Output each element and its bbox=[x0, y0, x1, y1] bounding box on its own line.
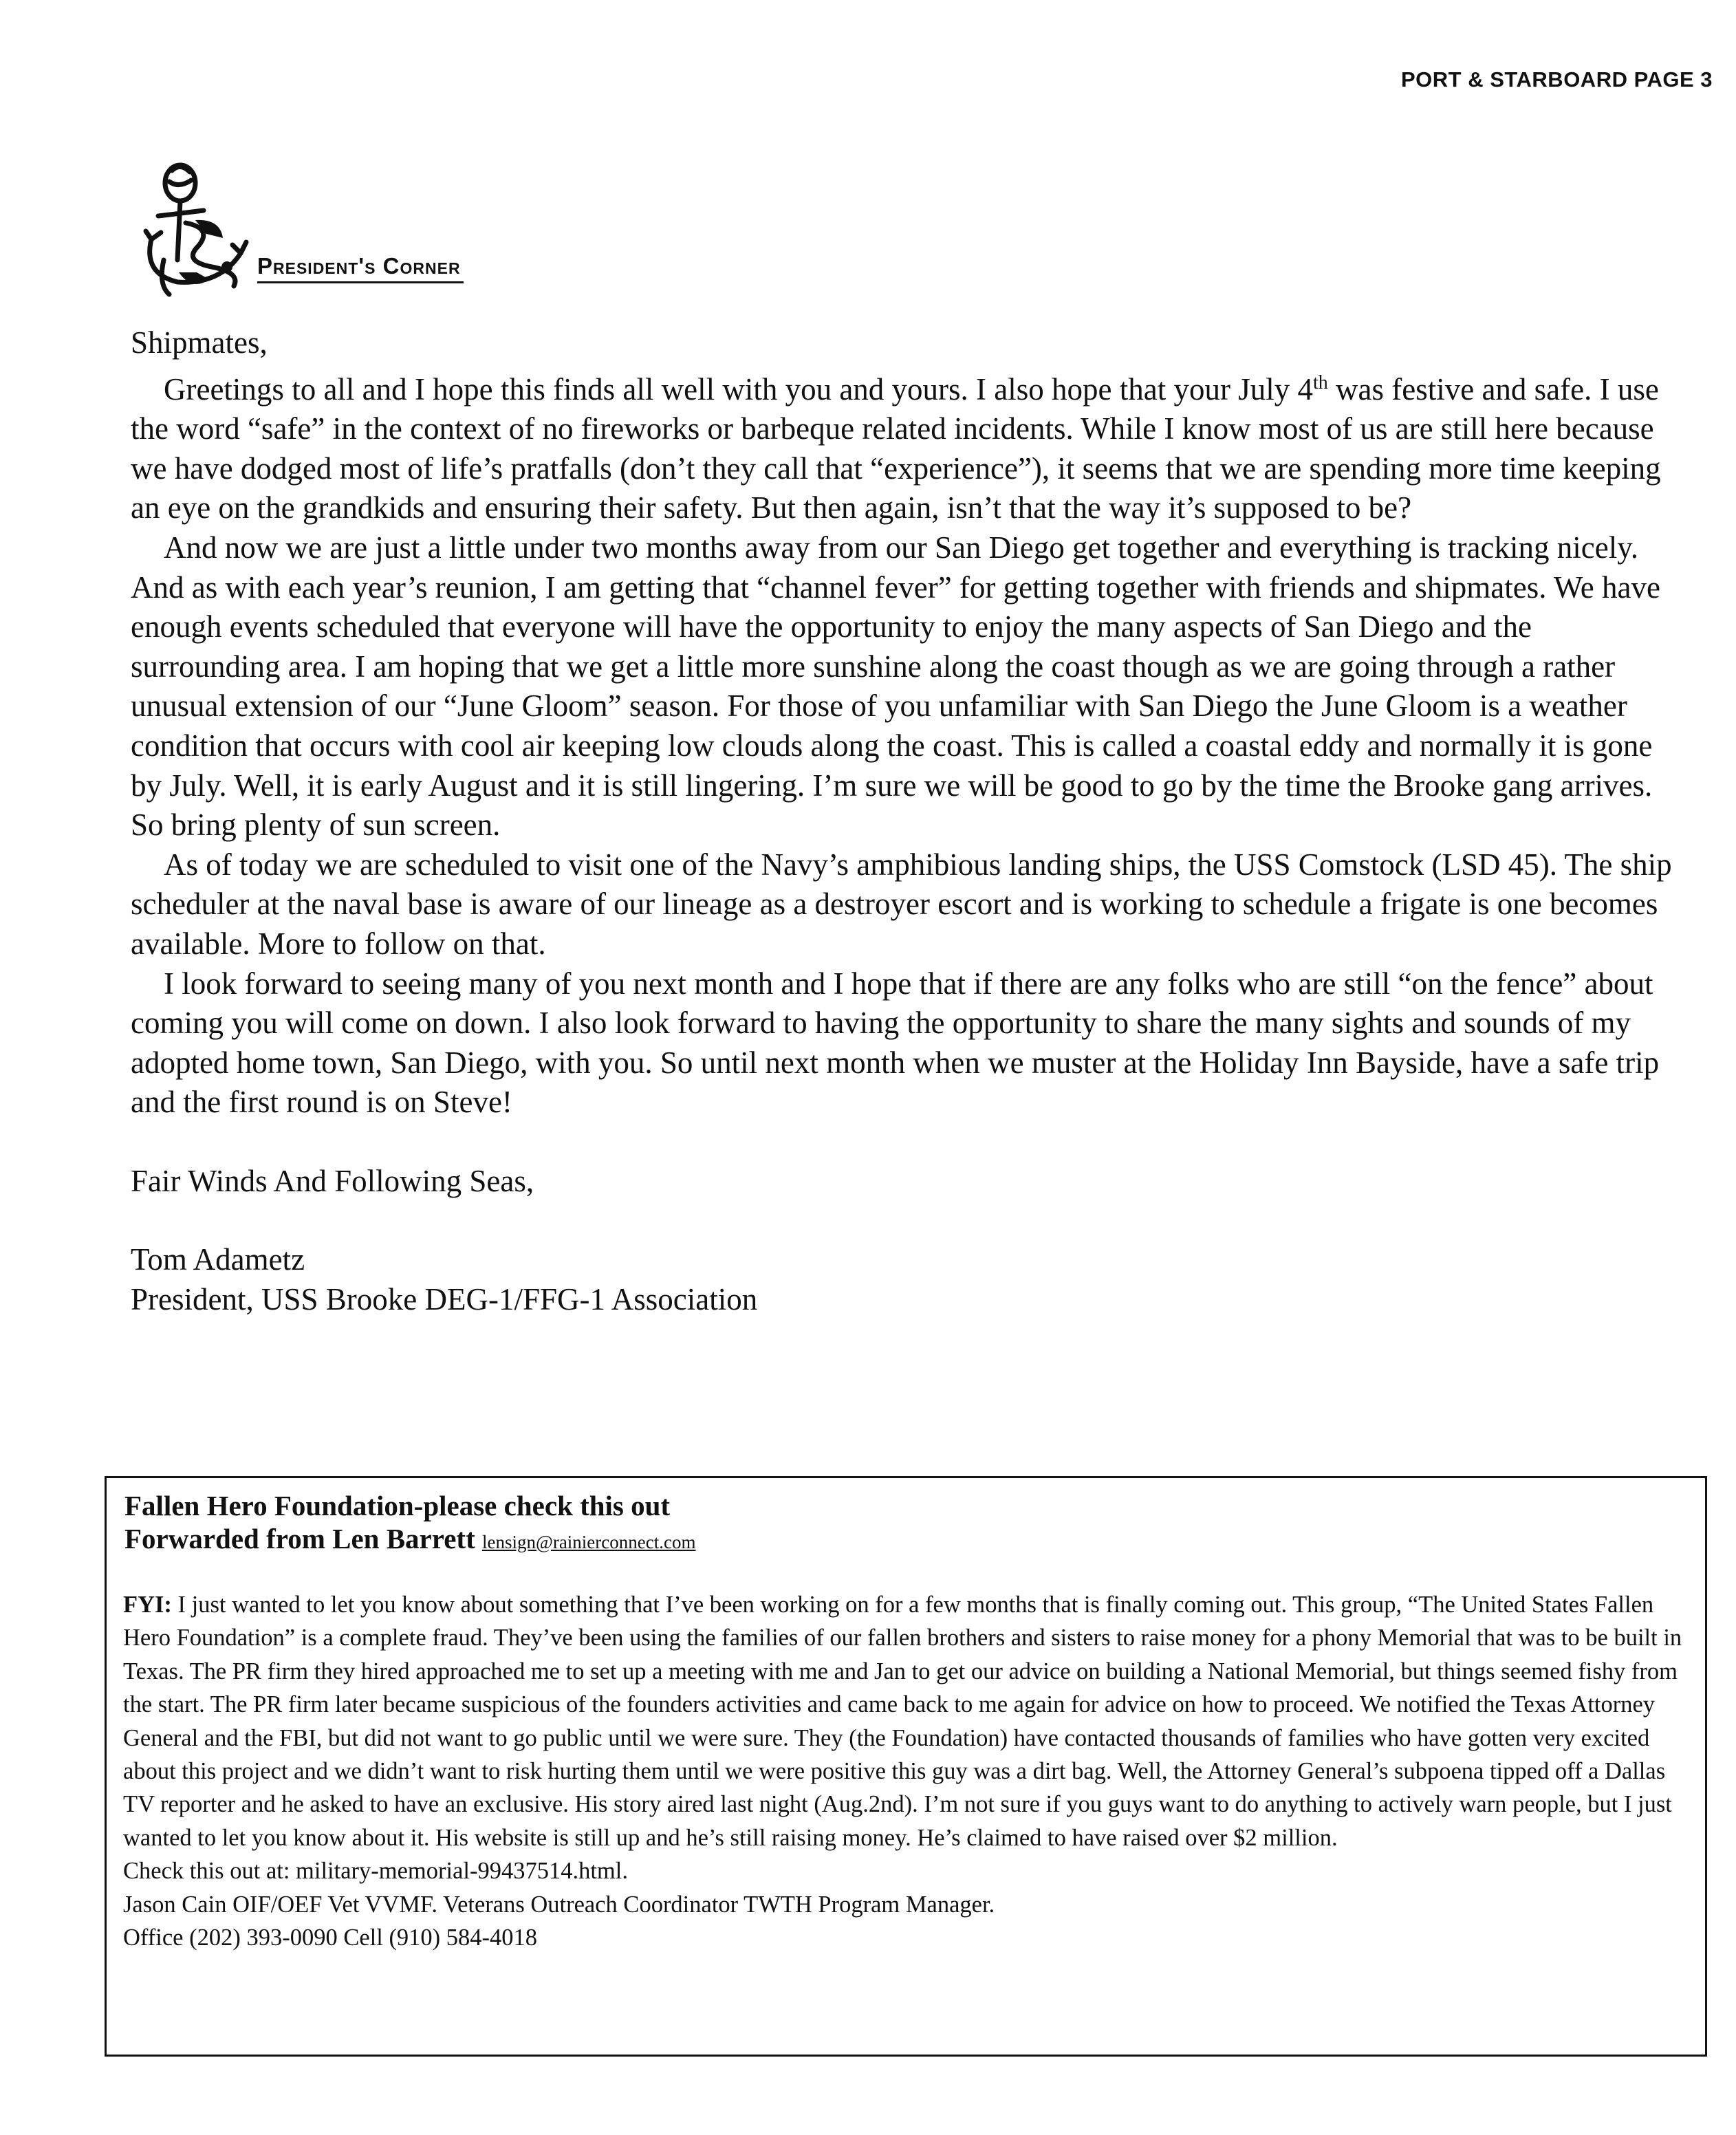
section-title-text: President's Corner bbox=[257, 253, 461, 279]
page-header: PORT & STARBOARD PAGE 3 bbox=[1401, 67, 1713, 91]
fallen-hero-body bbox=[123, 1588, 1691, 1954]
ordinal-suffix: th bbox=[1312, 371, 1328, 393]
contact-line: Jason Cain OIF/OEF Vet VVMF. Veterans Outreach Coordinator TWTH Program Manager. bbox=[123, 1891, 995, 1918]
letter-paragraph-2: And now we are just a little under two months away from our San Diego get together and everything is tracking nicely. And as with each year’s reunion, I am getting that “channel fever” for getting together with friends and shipmates. We have enough events scheduled that everyone will have the opportunity to enjoy the many aspects of San Diego and the surrounding area. I am hoping that we get a little more sunshine along the coast though as we are going through a rather unusual extension of our “June Gloom” season. For those of you unfamiliar with San Diego the June Gloom is a weather condition that occurs with cool air keeping low clouds along the coast. This is called a coastal eddy and normally it is gone by July. Well, it is early August and it is still lingering. I’m sure we will be good to go by the time the Brooke gang arrives. So bring plenty of sun screen. bbox=[131, 530, 1660, 843]
fallen-hero-headline: Fallen Hero Foundation-please check this out bbox=[124, 1490, 671, 1521]
letter-paragraph-3: As of today we are scheduled to visit one of the Navy’s amphibious landing ships, the USS Comstock (LSD 45). The ship scheduler at the naval base is aware of our lineage as a destroyer escort and is working to schedule a frigate is one becomes available. More to follow on that. bbox=[131, 847, 1672, 961]
letter-paragraph-1 bbox=[131, 363, 1678, 528]
salutation: Shipmates, bbox=[131, 325, 268, 360]
forwarded-prefix: Forwarded from Len Barrett bbox=[124, 1523, 475, 1554]
check-line: Check this out at: military-memorial-99437514.html. bbox=[123, 1858, 628, 1885]
signer-name: Tom Adametz bbox=[131, 1242, 305, 1277]
paragraph-1-part-a: Greetings to all and I hope this finds all well with you and yours. I also hope that your July 4 bbox=[164, 371, 1313, 407]
title-underline bbox=[257, 281, 464, 283]
signer-title: President, USS Brooke DEG-1/FFG-1 Association bbox=[131, 1282, 758, 1317]
fyi-label: FYI: bbox=[123, 1592, 172, 1618]
paragraph-1-part-b: was festive and safe. I use the word “safe” in the context of no fireworks or barbeque related incidents. While I know most of us are still here because we have dodged most of life’s pratfalls (don’t they call that “experience”), it seems that we are spending more time keeping an eye on the grandkids and ensuring their safety. But then again, isn’t that the way it’s supposed to be? bbox=[131, 371, 1661, 525]
fyi-paragraph bbox=[123, 1588, 1691, 1854]
presidents-letter bbox=[131, 323, 1678, 1320]
letter-paragraph-4: I look forward to seeing many of you next month and I hope that if there are any folks who are still “on the fence” about coming you will come on down. I also look forward to having the opportunity to share the many sights and sounds of my adopted home town, San Diego, with you. So until next month when we muster at the Holiday Inn Bayside, have a safe trip and the first round is on Steve! bbox=[131, 966, 1660, 1120]
phone-line: Office (202) 393-0090 Cell (910) 584-4018 bbox=[123, 1925, 538, 1951]
fyi-text: I just wanted to let you know about something that I’ve been working on for a few months that is finally coming out. This group, “The United States Fallen Hero Foundation” is a complete fraud. They’ve been using the families of our fallen brothers and sisters to raise money for a phony Memorial that was to be built in Texas. The PR firm they hired approached me to set up a meeting with me and Jan to get our advice on building a National Memorial, but things seemed fishy from the start. The PR firm later became suspicious of the founders activities and came back to me again for advice on how to proceed. We notified the Texas Attorney General and the FBI, but did not want to go public until we were sure. They (the Foundation) have contacted thousands of families who have gotten very excited about this project and we didn’t want to risk hurting them until we were positive this guy was a dirt bag. Well, the Attorney General’s subpoena tipped off a Dallas TV reporter and he asked to have an exclusive. His story aired last night (Aug.2nd). I’m not sure if you guys want to do anything to actively warn people, but I just wanted to let you know about it. His website is still up and he’s still raising money. He’s claimed to have raised over $2 million. bbox=[123, 1592, 1682, 1851]
forwarded-line bbox=[124, 1522, 695, 1559]
forwarded-email-link[interactable]: lensign@rainierconnect.com bbox=[481, 1532, 696, 1552]
anchor-crest-icon bbox=[138, 157, 254, 301]
fallen-hero-header bbox=[124, 1489, 695, 1559]
section-title bbox=[257, 253, 461, 279]
closing-line: Fair Winds And Following Seas, bbox=[131, 1163, 534, 1198]
fallen-hero-box bbox=[105, 1476, 1707, 2057]
